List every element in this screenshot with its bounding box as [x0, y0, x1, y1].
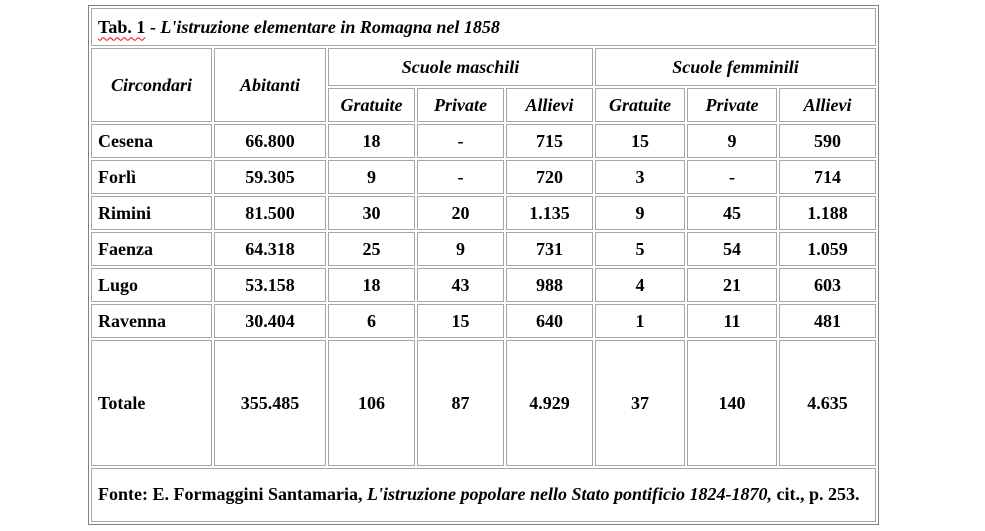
- source-citation: L'istruzione popolare nello Stato pontificio 1824-1870,: [366, 484, 773, 505]
- title-caption: L'istruzione elementare in Romagna nel 1858: [160, 16, 500, 37]
- header-scuole-maschili: Scuole maschili: [328, 48, 593, 86]
- value-cell-f-allievi: 1.188: [779, 196, 876, 230]
- value-cell-m-allievi: 715: [506, 124, 593, 158]
- value-cell-m-gratuite: 25: [328, 232, 415, 266]
- value-cell-f-allievi: 714: [779, 160, 876, 194]
- row-label-cell: Totale: [91, 340, 212, 466]
- table-row: [91, 124, 876, 158]
- row-label-cell: Forlì: [91, 160, 212, 194]
- row-label-cell: Ravenna: [91, 304, 212, 338]
- row-label-cell: Rimini: [91, 196, 212, 230]
- table-row: [91, 232, 876, 266]
- header-abitanti: Abitanti: [214, 48, 326, 122]
- value-cell-m-private: -: [417, 160, 504, 194]
- header-scuole-femminili: Scuole femminili: [595, 48, 876, 86]
- value-cell-m-gratuite: 30: [328, 196, 415, 230]
- value-cell-m-gratuite: 18: [328, 268, 415, 302]
- header-group-row: [91, 48, 876, 86]
- istruzione-romagna-table: [88, 5, 879, 525]
- value-cell-f-allievi: 590: [779, 124, 876, 158]
- value-cell-abitanti: 64.318: [214, 232, 326, 266]
- title-row: [91, 8, 876, 46]
- header-m-private: Private: [417, 88, 504, 122]
- value-cell-abitanti: 355.485: [214, 340, 326, 466]
- value-cell-f-gratuite: 5: [595, 232, 685, 266]
- header-circondari: Circondari: [91, 48, 212, 122]
- row-label-cell: Lugo: [91, 268, 212, 302]
- source-suffix: cit., p. 253.: [772, 484, 860, 505]
- value-cell-f-allievi: 481: [779, 304, 876, 338]
- value-cell-f-allievi: 1.059: [779, 232, 876, 266]
- value-cell-f-gratuite: 9: [595, 196, 685, 230]
- value-cell-abitanti: 66.800: [214, 124, 326, 158]
- value-cell-f-gratuite: 15: [595, 124, 685, 158]
- footer-row: [91, 468, 876, 522]
- table-title: [91, 8, 876, 46]
- value-cell-f-allievi: 4.635: [779, 340, 876, 466]
- value-cell-m-private: -: [417, 124, 504, 158]
- value-cell-f-gratuite: 4: [595, 268, 685, 302]
- value-cell-f-private: 11: [687, 304, 777, 338]
- header-f-gratuite: Gratuite: [595, 88, 685, 122]
- value-cell-abitanti: 59.305: [214, 160, 326, 194]
- total-row: [91, 340, 876, 466]
- value-cell-f-gratuite: 37: [595, 340, 685, 466]
- value-cell-f-private: 9: [687, 124, 777, 158]
- value-cell-m-gratuite: 106: [328, 340, 415, 466]
- header-m-allievi: Allievi: [506, 88, 593, 122]
- row-label-cell: Cesena: [91, 124, 212, 158]
- value-cell-m-allievi: 720: [506, 160, 593, 194]
- value-cell-abitanti: 30.404: [214, 304, 326, 338]
- value-cell-f-private: 45: [687, 196, 777, 230]
- value-cell-m-allievi: 988: [506, 268, 593, 302]
- value-cell-m-private: 15: [417, 304, 504, 338]
- source-note: [91, 468, 876, 522]
- table-row: [91, 196, 876, 230]
- value-cell-f-private: 54: [687, 232, 777, 266]
- value-cell-m-gratuite: 6: [328, 304, 415, 338]
- value-cell-m-private: 43: [417, 268, 504, 302]
- value-cell-m-private: 20: [417, 196, 504, 230]
- header-f-private: Private: [687, 88, 777, 122]
- value-cell-m-allievi: 1.135: [506, 196, 593, 230]
- title-tab-label: Tab. 1: [98, 16, 146, 37]
- value-cell-abitanti: 81.500: [214, 196, 326, 230]
- value-cell-m-private: 87: [417, 340, 504, 466]
- value-cell-m-allievi: 640: [506, 304, 593, 338]
- value-cell-f-private: -: [687, 160, 777, 194]
- table-row: [91, 304, 876, 338]
- value-cell-m-allievi: 731: [506, 232, 593, 266]
- value-cell-f-gratuite: 3: [595, 160, 685, 194]
- header-f-allievi: Allievi: [779, 88, 876, 122]
- value-cell-m-private: 9: [417, 232, 504, 266]
- table-row: [91, 160, 876, 194]
- table-row: [91, 268, 876, 302]
- value-cell-f-private: 140: [687, 340, 777, 466]
- value-cell-m-gratuite: 9: [328, 160, 415, 194]
- title-separator: -: [145, 16, 161, 37]
- value-cell-abitanti: 53.158: [214, 268, 326, 302]
- source-prefix: Fonte: E. Formaggini Santamaria,: [98, 484, 367, 505]
- value-cell-m-gratuite: 18: [328, 124, 415, 158]
- row-label-cell: Faenza: [91, 232, 212, 266]
- value-cell-m-allievi: 4.929: [506, 340, 593, 466]
- header-m-gratuite: Gratuite: [328, 88, 415, 122]
- value-cell-f-private: 21: [687, 268, 777, 302]
- value-cell-f-gratuite: 1: [595, 304, 685, 338]
- value-cell-f-allievi: 603: [779, 268, 876, 302]
